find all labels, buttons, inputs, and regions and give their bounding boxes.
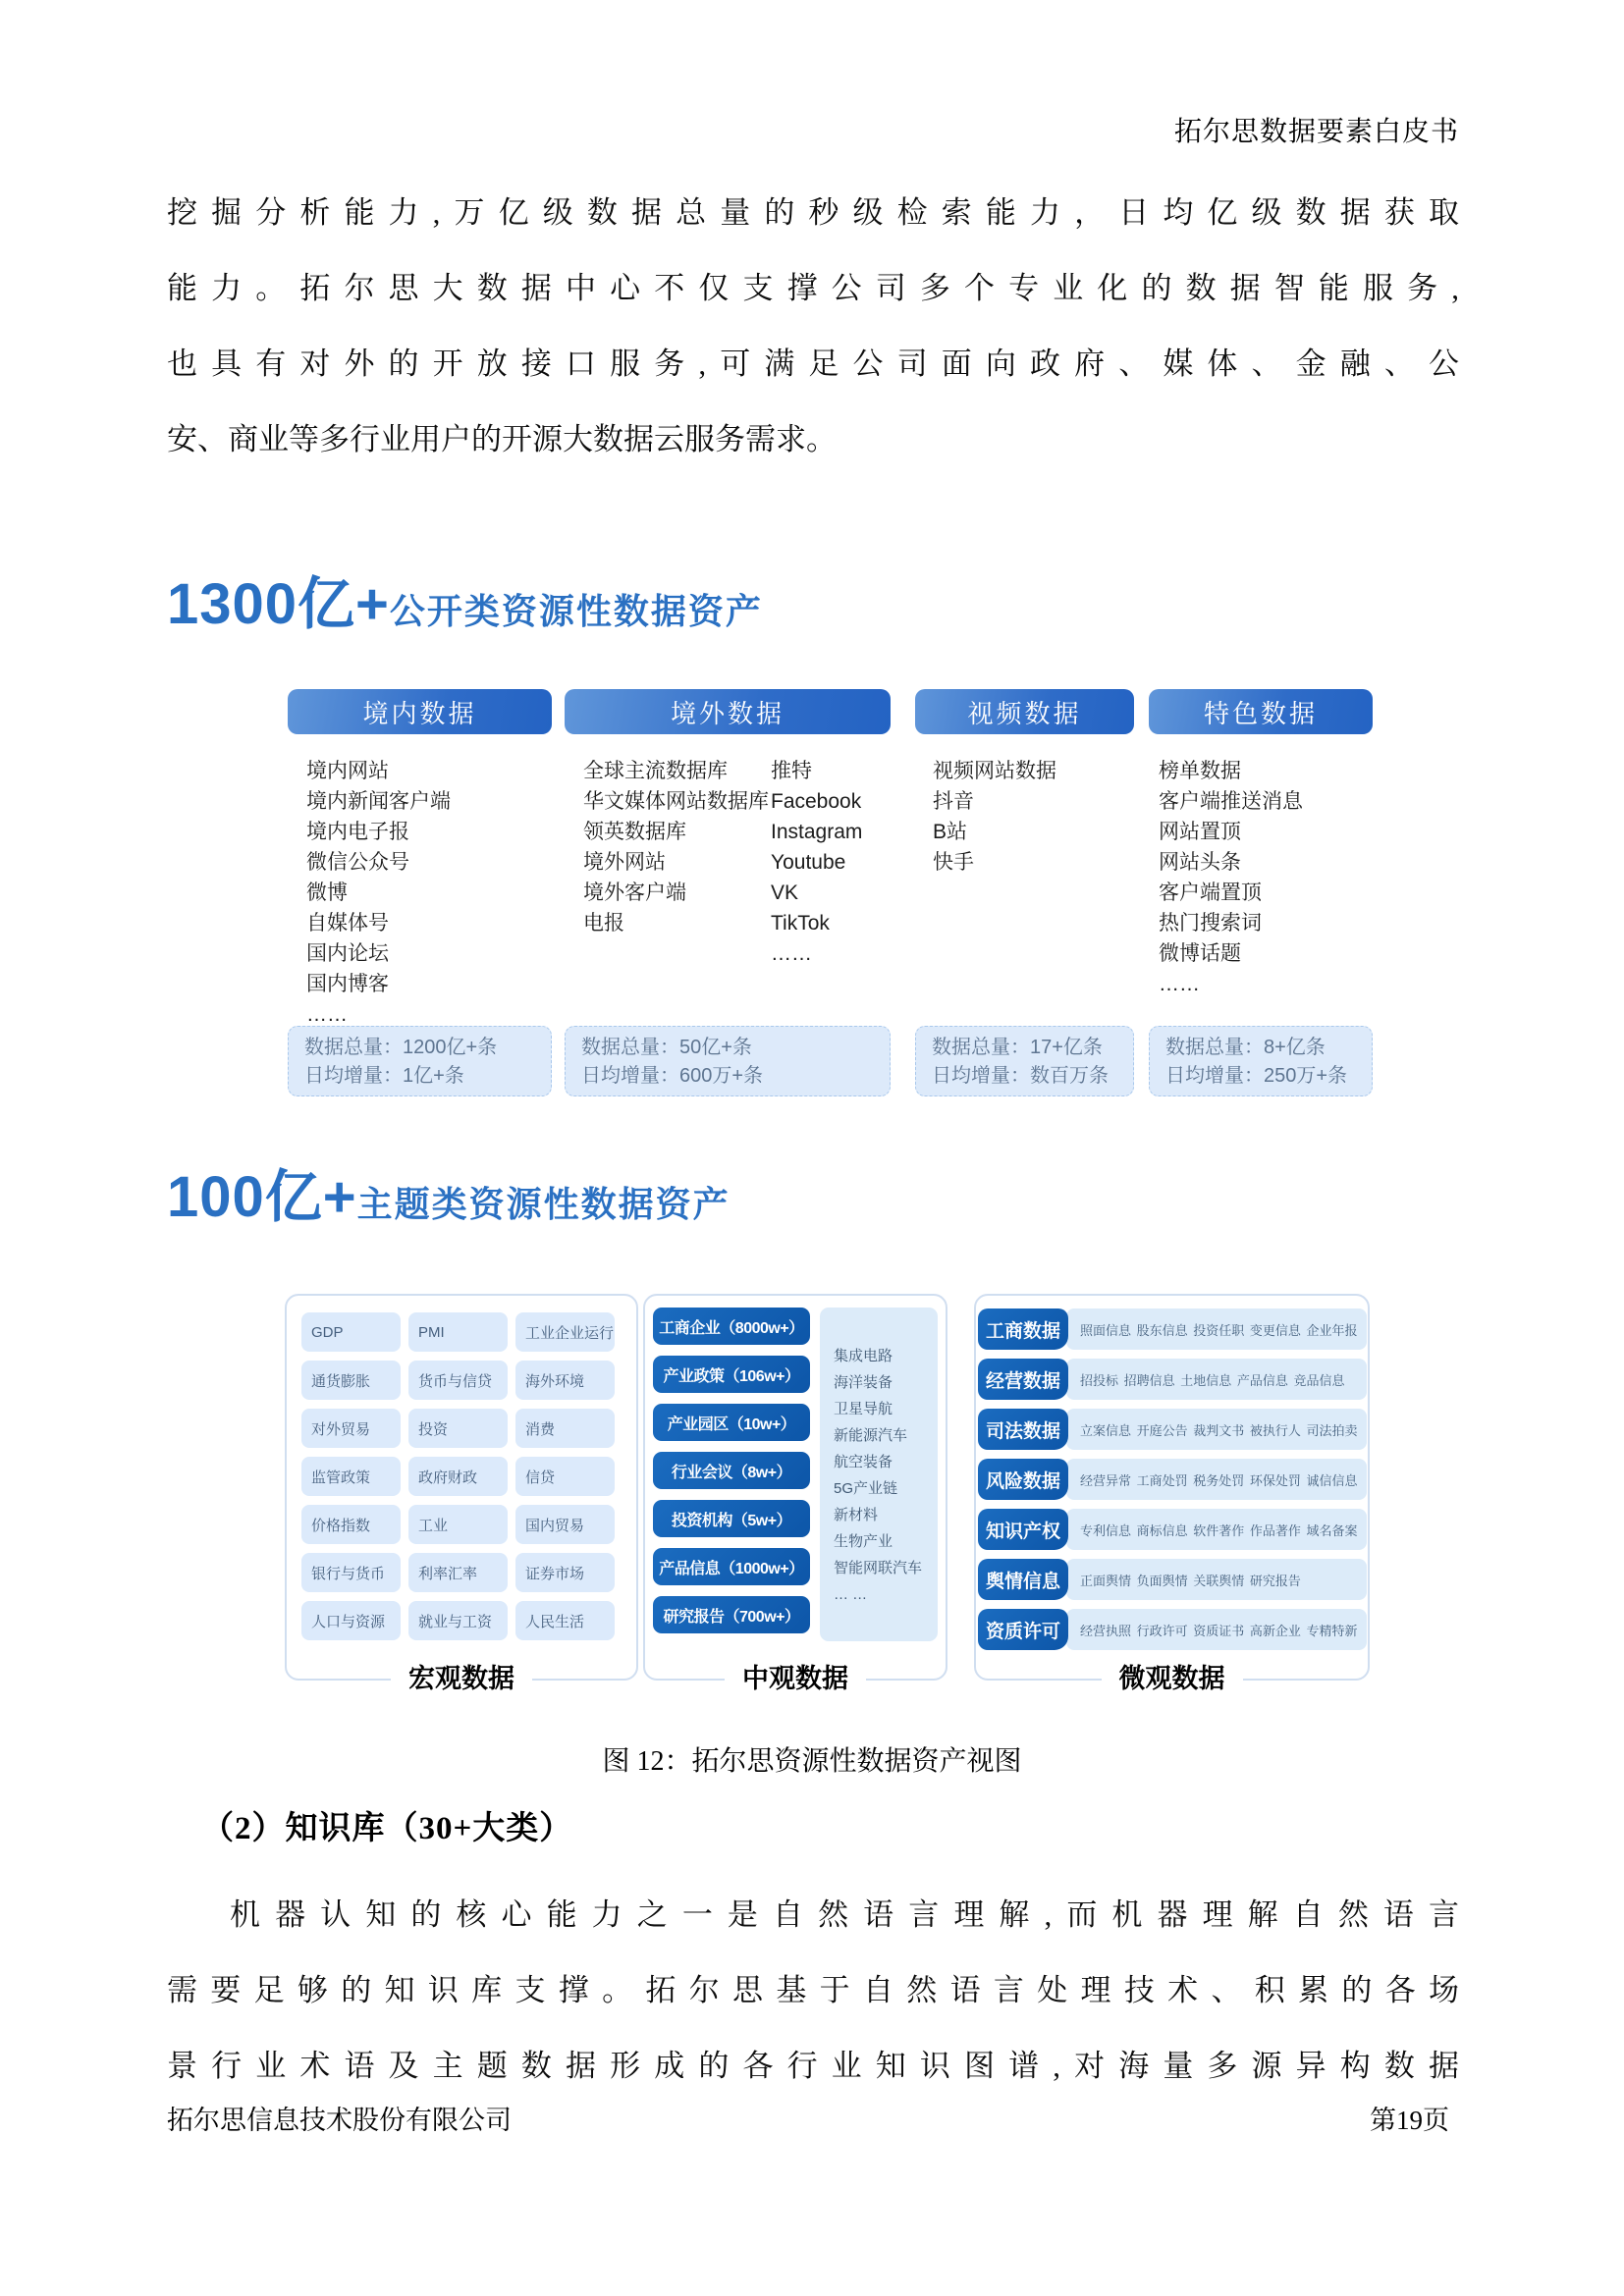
- list-item: 境内网站: [306, 760, 389, 782]
- stats-overseas: [565, 1026, 891, 1096]
- section-title-theme-data: [167, 1150, 731, 1233]
- meso-industry-item: 5G产业链: [834, 1480, 898, 1497]
- meso-category-button: 产业政策（106w+）: [653, 1356, 810, 1393]
- macro-cell: 工业: [408, 1505, 508, 1544]
- subsection-heading: （2）知识库（30+大类）: [201, 1811, 573, 1846]
- macro-cell: 工业企业运行: [515, 1312, 615, 1352]
- stat-daily: 日均增量：数百万条: [932, 1065, 1109, 1087]
- stat-daily: 日均增量：600万+条: [581, 1065, 764, 1087]
- special-data-list: [1159, 756, 1303, 999]
- micro-row-label: 舆情信息: [978, 1559, 1068, 1600]
- micro-row: [976, 1609, 1368, 1650]
- list-item: ……: [771, 942, 812, 965]
- stats-special: [1149, 1026, 1373, 1096]
- list-item: TikTok: [771, 912, 830, 934]
- domestic-data-list: [306, 756, 451, 1030]
- list-item: 微信公众号: [306, 851, 409, 874]
- stat-daily: 日均增量：1亿+条: [304, 1065, 464, 1087]
- meso-industry-item: 集成电路: [834, 1348, 893, 1364]
- list-item: 自媒体号: [306, 912, 389, 934]
- micro-row-label: 风险数据: [978, 1459, 1068, 1500]
- panel-label-macro: 宏观数据: [391, 1660, 532, 1697]
- macro-cell: 人口与资源: [301, 1601, 401, 1640]
- meso-button-stack: [653, 1308, 810, 1644]
- list-item: 电报: [583, 912, 624, 934]
- meso-category-button: 行业会议（8w+）: [653, 1452, 810, 1489]
- list-item: 境外网站: [583, 851, 666, 874]
- micro-row: [976, 1409, 1368, 1450]
- macro-cell: 国内贸易: [515, 1505, 615, 1544]
- micro-row: [976, 1459, 1368, 1500]
- meso-industry-listbox: [820, 1308, 938, 1641]
- page-header-title: 拓尔思数据要素白皮书: [1173, 117, 1459, 147]
- column-header-domestic: 境内数据: [288, 689, 552, 734]
- macro-cell: 投资: [408, 1409, 508, 1448]
- micro-row-items: 经营异常 工商处罚 税务处罚 环保处罚 诚信信息: [1066, 1459, 1367, 1500]
- list-item: 领英数据库: [583, 821, 686, 843]
- micro-row-items: 立案信息 开庭公告 裁判文书 被执行人 司法拍卖: [1066, 1409, 1367, 1450]
- macro-cell: 证券市场: [515, 1553, 615, 1592]
- video-data-list: [933, 756, 1056, 878]
- section-title-text: 公开类资源性数据资产: [389, 591, 763, 631]
- list-item: VK: [771, 881, 799, 904]
- micro-row: [976, 1359, 1368, 1400]
- list-item: 榜单数据: [1159, 760, 1241, 782]
- list-item: 全球主流数据库: [583, 760, 728, 782]
- list-item: 快手: [933, 851, 974, 874]
- micro-row-label: 经营数据: [978, 1359, 1068, 1400]
- body-paragraph-1: [167, 175, 1459, 477]
- section-title-number: 1300亿+: [167, 572, 390, 636]
- macro-cell: 监管政策: [301, 1457, 401, 1496]
- macro-cell: 就业与工资: [408, 1601, 508, 1640]
- meso-category-button: 工商企业（8000w+）: [653, 1308, 810, 1345]
- paragraph-line: 挖掘分析能力,万亿级数据总量的秒级检索能力，日均亿级数据获取: [167, 195, 1459, 230]
- meso-industry-item: 智能网联汽车: [834, 1560, 923, 1576]
- footer-page-number: 第19页: [1370, 2106, 1449, 2135]
- column-header-special: 特色数据: [1149, 689, 1373, 734]
- list-item: 抖音: [933, 790, 974, 813]
- macro-data-panel: [285, 1294, 638, 1693]
- list-item: 华文媒体网站数据库: [583, 790, 769, 813]
- list-item: Instagram: [771, 821, 863, 843]
- column-header-overseas: 境外数据: [565, 689, 891, 734]
- meso-industry-item: 新能源汽车: [834, 1427, 908, 1444]
- micro-row-label: 资质许可: [978, 1609, 1068, 1650]
- micro-row: [976, 1308, 1368, 1350]
- stat-total: 数据总量：8+亿条: [1165, 1037, 1326, 1058]
- micro-row-label: 知识产权: [978, 1509, 1068, 1550]
- overseas-data-list-left: [583, 756, 769, 938]
- micro-row-items: 招投标 招聘信息 土地信息 产品信息 竞品信息: [1066, 1359, 1367, 1400]
- list-item: 境内新闻客户端: [306, 790, 451, 813]
- meso-industry-item: 生物产业: [834, 1533, 893, 1550]
- micro-row-items: 正面舆情 负面舆情 关联舆情 研究报告: [1066, 1559, 1367, 1600]
- paragraph-line: 景行业术语及主题数据形成的各行业知识图谱,对海量多源异构数据: [167, 2049, 1459, 2083]
- stats-video: [915, 1026, 1134, 1096]
- list-item: 热门搜索词: [1159, 912, 1262, 934]
- meso-category-button: 投资机构（5w+）: [653, 1500, 810, 1537]
- macro-cell: 海外环境: [515, 1361, 615, 1400]
- paragraph-line: 也具有对外的开放接口服务,可满足公司面向政府、媒体、金融、公: [167, 347, 1459, 381]
- list-item: Youtube: [771, 851, 846, 874]
- macro-cell: 价格指数: [301, 1505, 401, 1544]
- meso-industry-item: 新材料: [834, 1507, 879, 1523]
- stat-total: 数据总量：50亿+条: [581, 1037, 752, 1058]
- micro-row-items: 经营执照 行政许可 资质证书 高新企业 专精特新: [1066, 1609, 1367, 1650]
- meso-industry-item: 航空装备: [834, 1454, 893, 1470]
- panel-label-micro: 微观数据: [1102, 1660, 1243, 1697]
- stats-domestic: [288, 1026, 552, 1096]
- list-item: 国内博客: [306, 973, 389, 995]
- macro-cell: PMI: [408, 1312, 508, 1352]
- paragraph-line: 能力。拓尔思大数据中心不仅支撑公司多个专业化的数据智能服务,: [167, 271, 1459, 305]
- micro-row: [976, 1509, 1368, 1550]
- macro-cell: 对外贸易: [301, 1409, 401, 1448]
- paragraph-line: 机器认知的核心能力之一是自然语言理解,而机器理解自然语言: [230, 1897, 1459, 1932]
- micro-row: [976, 1559, 1368, 1600]
- macro-cell: 银行与货币: [301, 1553, 401, 1592]
- figure-caption: 图 12：拓尔思资源性数据资产视图: [602, 1746, 1022, 1777]
- macro-cell: 利率汇率: [408, 1553, 508, 1592]
- list-item: 境内电子报: [306, 821, 409, 843]
- meso-category-button: 产业园区（10w+）: [653, 1404, 810, 1441]
- list-item: 网站置顶: [1159, 821, 1241, 843]
- list-item: 推特: [771, 760, 812, 782]
- meso-industry-item: 卫星导航: [834, 1401, 893, 1417]
- meso-data-panel: [643, 1294, 947, 1693]
- list-item: 微博话题: [1159, 942, 1241, 965]
- panel-label-meso: 中观数据: [725, 1660, 866, 1697]
- macro-cell: 人民生活: [515, 1601, 615, 1640]
- list-item: 网站头条: [1159, 851, 1241, 874]
- paragraph-line: 需要足够的知识库支撑。拓尔思基于自然语言处理技术、积累的各场: [167, 1973, 1459, 2007]
- section-title-public-data: [167, 558, 763, 640]
- macro-cell: 通货膨胀: [301, 1361, 401, 1400]
- list-item: ……: [1159, 973, 1200, 995]
- macro-cell: 政府财政: [408, 1457, 508, 1496]
- meso-industry-item: 海洋装备: [834, 1374, 893, 1391]
- micro-row-label: 司法数据: [978, 1409, 1068, 1450]
- micro-row-items: 专利信息 商标信息 软件著作 作品著作 域名备案: [1066, 1509, 1367, 1550]
- section-title-text: 主题类资源性数据资产: [356, 1184, 731, 1224]
- micro-row-label: 工商数据: [978, 1308, 1068, 1350]
- macro-cell: GDP: [301, 1312, 401, 1352]
- list-item: Facebook: [771, 790, 862, 813]
- list-item: 客户端置顶: [1159, 881, 1262, 904]
- stat-total: 数据总量：1200亿+条: [304, 1037, 498, 1058]
- overseas-data-list-right: [771, 756, 862, 969]
- stat-total: 数据总量：17+亿条: [932, 1037, 1103, 1058]
- list-item: 客户端推送消息: [1159, 790, 1303, 813]
- list-item: B站: [933, 821, 968, 843]
- macro-grid: [301, 1312, 615, 1640]
- paragraph-line: 安、商业等多行业用户的开源大数据云服务需求。: [167, 422, 837, 456]
- macro-cell: 货币与信贷: [408, 1361, 508, 1400]
- list-item: 境外客户端: [583, 881, 686, 904]
- section-title-number: 100亿+: [167, 1165, 357, 1229]
- body-paragraph-2: [167, 1877, 1459, 2104]
- micro-data-panel: [974, 1294, 1370, 1693]
- list-item: 国内论坛: [306, 942, 389, 965]
- column-header-video: 视频数据: [915, 689, 1134, 734]
- stat-daily: 日均增量：250万+条: [1165, 1065, 1348, 1087]
- list-item: ……: [306, 1003, 348, 1026]
- macro-cell: 信贷: [515, 1457, 615, 1496]
- footer-company: 拓尔思信息技术股份有限公司: [167, 2106, 512, 2135]
- macro-cell: 消费: [515, 1409, 615, 1448]
- list-item: 视频网站数据: [933, 760, 1056, 782]
- meso-category-button: 研究报告（700w+）: [653, 1596, 810, 1633]
- list-item: 微博: [306, 881, 348, 904]
- meso-category-button: 产品信息（1000w+）: [653, 1548, 810, 1585]
- meso-industry-item: … …: [834, 1586, 868, 1603]
- micro-row-items: 照面信息 股东信息 投资任职 变更信息 企业年报: [1066, 1308, 1367, 1350]
